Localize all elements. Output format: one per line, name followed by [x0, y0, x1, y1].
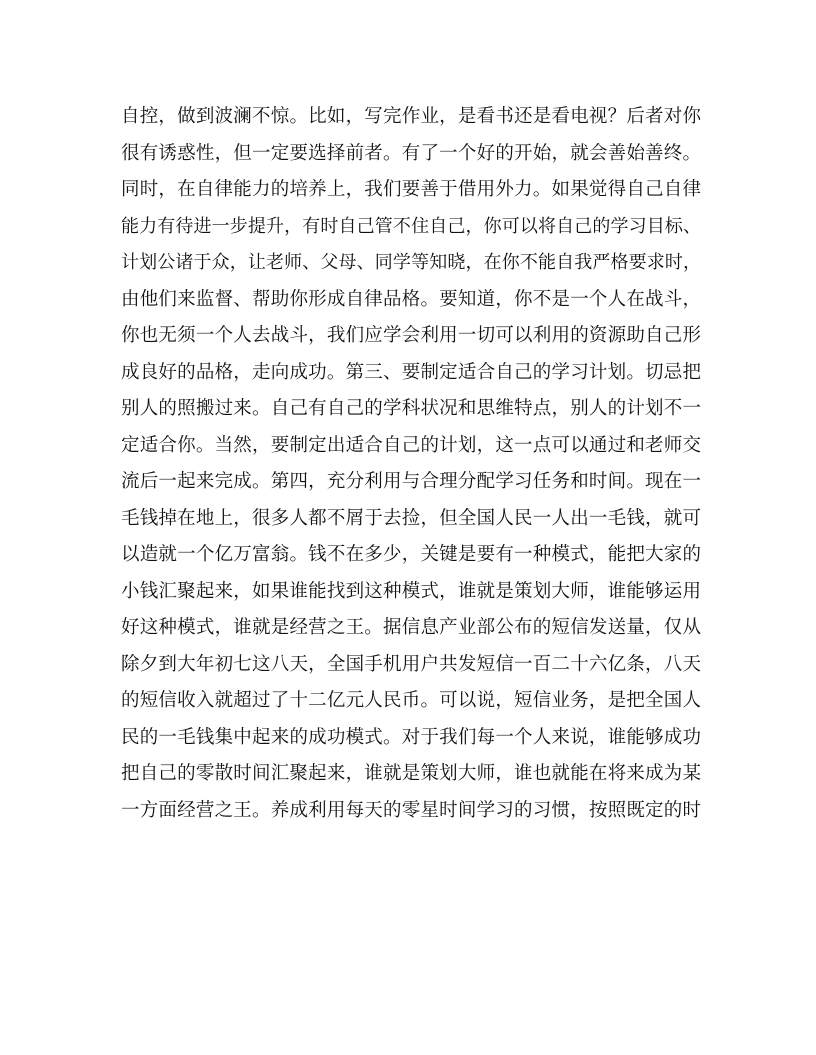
text-line: 很有诱惑性，但一定要选择前者。有了一个好的开始，就会善始善终。	[121, 142, 701, 164]
text-line: 好这种模式，谁就是经营之王。据信息产业部公布的短信发送量，仅从	[121, 617, 701, 638]
text-line: 毛钱掉在地上，很多人都不屑于去捡，但全国人民一人出一毛钱，就可	[121, 507, 701, 529]
text-line: 能力有待进一步提升，有时自己管不住自己，你可以将自己的学习目标、	[121, 215, 701, 237]
text-line: 除夕到大年初七这八天，全国手机用户共发短信一百二十六亿条，八天	[121, 653, 701, 675]
text-line: 把自己的零散时间汇聚起来，谁就是策划大师，谁也就能在将来成为某	[121, 763, 701, 784]
text-line: 定适合你。当然，要制定出适合自己的计划，这一点可以通过和老师交	[121, 434, 701, 456]
text-line: 小钱汇聚起来，如果谁能找到这种模式，谁就是策划大师，谁能够运用	[121, 580, 701, 602]
text-line: 由他们来监督、帮助你形成自律品格。要知道，你不是一个人在战斗，	[121, 288, 701, 310]
text-line: 别人的照搬过来。自己有自己的学科状况和思维特点，别人的计划不一	[121, 398, 701, 419]
text-line: 计划公诸于众，让老师、父母、同学等知晓，在你不能自我严格要求时，	[121, 252, 701, 273]
text-line: 一方面经营之王。养成利用每天的零星时间学习的习惯，按照既定的时	[121, 799, 701, 821]
text-line: 同时，在自律能力的培养上，我们要善于借用外力。如果觉得自己自律	[121, 179, 701, 200]
body-text	[121, 99, 701, 829]
text-line: 自控，做到波澜不惊。比如，写完作业，是看书还是看电视？后者对你	[121, 106, 701, 127]
text-line: 成良好的品格，走向成功。第三、要制定适合自己的学习计划。切忌把	[121, 361, 701, 383]
text-line: 民的一毛钱集中起来的成功模式。对于我们每一个人来说，谁能够成功	[121, 726, 701, 748]
text-line: 以造就一个亿万富翁。钱不在多少，关键是要有一种模式，能把大家的	[121, 544, 701, 565]
text-line: 你也无须一个人去战斗，我们应学会利用一切可以利用的资源助自己形	[121, 325, 701, 346]
text-line: 流后一起来完成。第四，充分利用与合理分配学习任务和时间。现在一	[121, 471, 701, 492]
text-line: 的短信收入就超过了十二亿元人民币。可以说，短信业务，是把全国人	[121, 690, 701, 711]
